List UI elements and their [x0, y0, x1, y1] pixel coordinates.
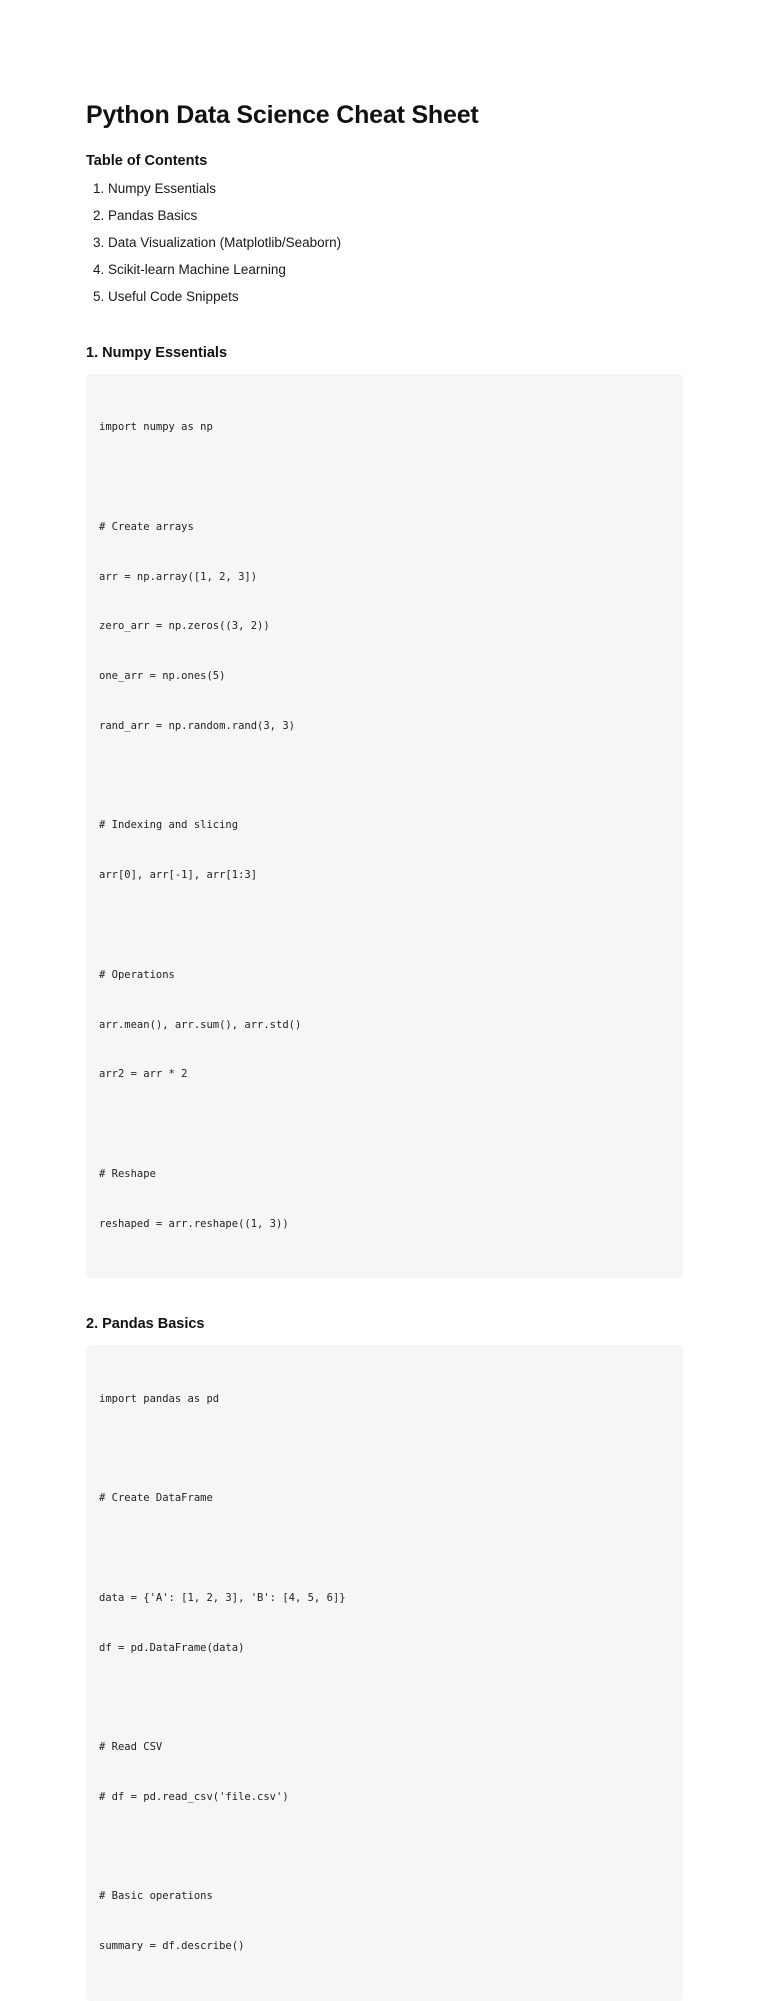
- code-line: [99, 1839, 670, 1856]
- code-line: import pandas as pd: [99, 1392, 220, 1405]
- code-line: reshaped = arr.reshape((1, 3)): [99, 1217, 289, 1230]
- code-block-numpy[interactable]: [86, 374, 683, 1278]
- code-line: arr.mean(), arr.sum(), arr.std(): [99, 1018, 302, 1031]
- code-block-pandas[interactable]: [86, 1345, 683, 2001]
- toc-item[interactable]: 2. Pandas Basics: [93, 208, 198, 223]
- code-line: arr = np.array([1, 2, 3]): [99, 570, 258, 583]
- code-line: [99, 1116, 670, 1133]
- toc-heading: Table of Contents: [86, 153, 208, 169]
- code-line: arr2 = arr * 2: [99, 1068, 188, 1081]
- code-line: # Create DataFrame: [99, 1492, 213, 1505]
- code-line: # Reshape: [99, 1167, 156, 1180]
- code-line: [99, 1540, 670, 1557]
- toc-item[interactable]: 3. Data Visualization (Matplotlib/Seaborn): [93, 235, 342, 250]
- code-line: [99, 1689, 670, 1706]
- code-line: [99, 768, 670, 785]
- toc-item[interactable]: 1. Numpy Essentials: [93, 181, 217, 196]
- code-line: one_arr = np.ones(5): [99, 670, 226, 683]
- code-line: # Basic operations: [99, 1890, 213, 1903]
- code-line: import numpy as np: [99, 421, 213, 434]
- code-line: # Operations: [99, 968, 175, 981]
- code-line: # Read CSV: [99, 1741, 163, 1754]
- code-line: [99, 469, 670, 486]
- code-line: # df = pd.read_csv('file.csv'): [99, 1790, 289, 1803]
- section-heading-pandas: 2. Pandas Basics: [86, 1316, 205, 1333]
- toc-item[interactable]: 4. Scikit-learn Machine Learning: [93, 262, 286, 277]
- code-line: # Create arrays: [99, 520, 194, 533]
- code-line: [99, 917, 670, 934]
- code-line: [99, 1440, 670, 1457]
- code-line: summary = df.describe(): [99, 1940, 245, 1953]
- code-line: data = {'A': [1, 2, 3], 'B': [4, 5, 6]}: [99, 1591, 346, 1604]
- section-heading-numpy: 1. Numpy Essentials: [86, 345, 228, 361]
- code-line: arr[0], arr[-1], arr[1:3]: [99, 869, 258, 882]
- toc-item[interactable]: 5. Useful Code Snippets: [93, 289, 239, 304]
- code-line: df = pd.DataFrame(data): [99, 1641, 245, 1654]
- code-line: # Indexing and slicing: [99, 819, 239, 832]
- code-line: zero_arr = np.zeros((3, 2)): [99, 620, 270, 633]
- table-of-contents: [86, 180, 682, 306]
- page-title: Python Data Science Cheat Sheet: [86, 101, 479, 129]
- code-line: rand_arr = np.random.rand(3, 3): [99, 719, 295, 732]
